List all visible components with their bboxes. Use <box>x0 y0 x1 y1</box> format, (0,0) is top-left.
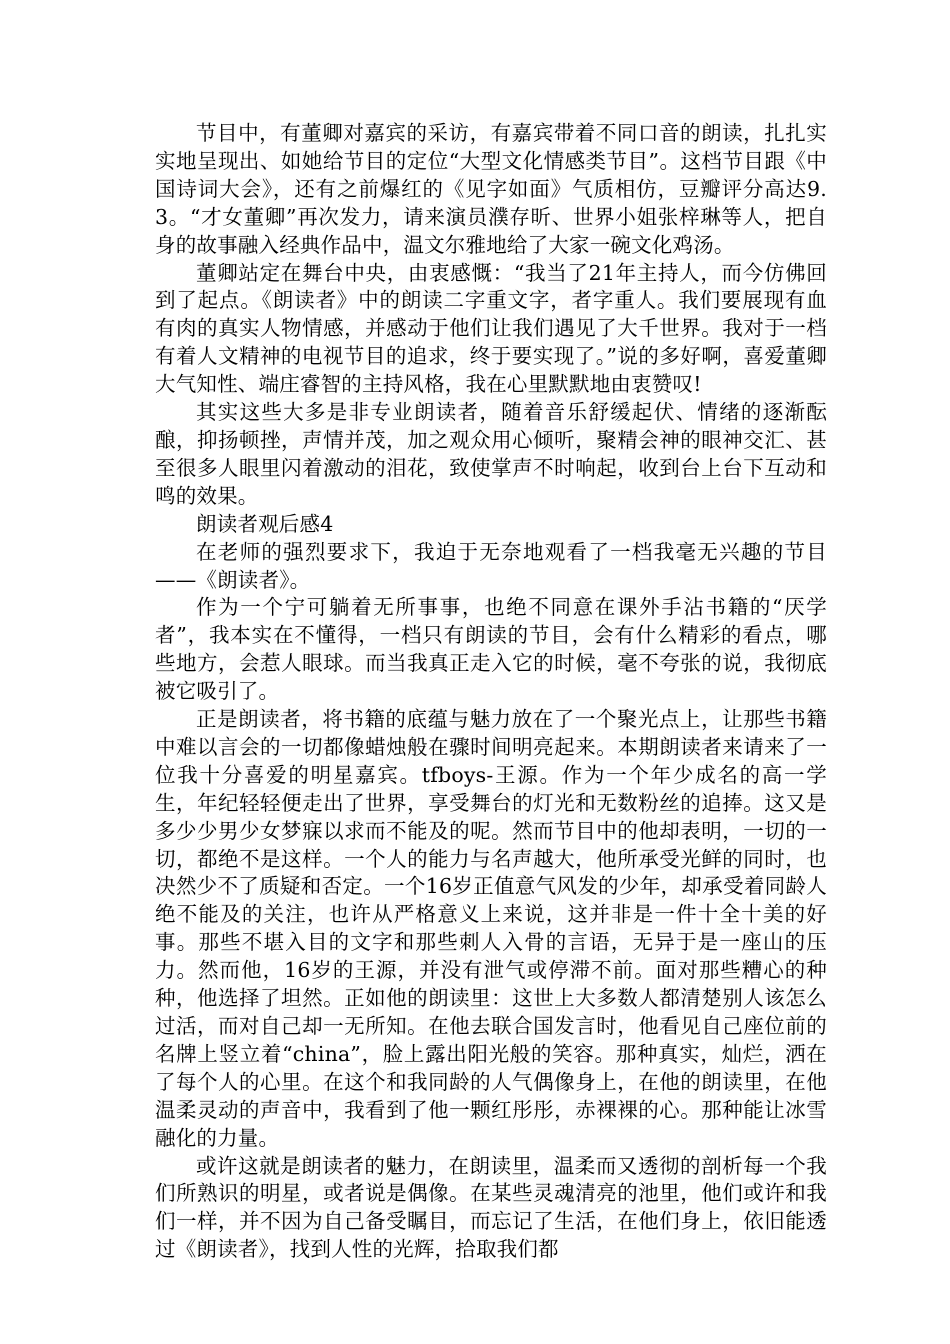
paragraph: 正是朗读者，将书籍的底蕴与魅力放在了一个聚光点上，让那些书籍中难以言会的一切都像蜡烛般在骤时间明亮起来。本期朗读者来请来了一位我十分喜爱的明星嘉宾。tfboys-王源。作为一个年少成名的高一学生，年纪轻轻便走出了世界，享受舞台的灯光和无数粉丝的追捧。这又是多少少男少女梦寐以求而不能及的呢。然而节目中的他却表明，一切的一切，都绝不是这样。一个人的能力与名声越大，他所承受光鲜的同时，也决然少不了质疑和否定。一个16岁正值意气风发的少年，却承受着同龄人绝不能及的关注，也许从严格意义上来说，这并非是一件十全十美的好事。那些不堪入目的文字和那些刺人入骨的言语，无异于是一座山的压力。然而他，16岁的王源，并没有泄气或停滞不前。面对那些糟心的种种，他选择了坦然。正如他的朗读里：这世上大多数人都清楚别人该怎么过活，而对自己却一无所知。在他去联合国发言时，他看见自己座位前的名牌上竖立着“china”，脸上露出阳光般的笑容。那种真实，灿烂，洒在了每个人的心里。在这个和我同龄的人气偶像身上，在他的朗读里，在他温柔灵动的声音中，我看到了他一颗红彤彤，赤裸裸的心。那种能让冰雪融化的力量。 <box>155 707 827 1150</box>
paragraph: 节目中，有董卿对嘉宾的采访，有嘉宾带着不同口音的朗读，扎扎实实地呈现出、如她给节目的定位“大型文化情感类节目”。这档节目跟《中国诗词大会》，还有之前爆红的《见字如面》气质相仿，豆瓣评分高达9.3。“才女董卿”再次发力，请来演员濮存昕、世界小姐张梓琳等人，把自身的故事融入经典作品中，温文尔雅地给了大家一碗文化鸡汤。 <box>155 121 827 257</box>
paragraph: 作为一个宁可躺着无所事事，也绝不同意在课外手沾书籍的“厌学者”，我本实在不懂得，一档只有朗读的节目，会有什么精彩的看点，哪些地方，会惹人眼球。而当我真正走入它的时候，毫不夸张的说，我彻底被它吸引了。 <box>155 595 827 704</box>
paragraph: 董卿站定在舞台中央，由衷感慨：“我当了21年主持人，而今仿佛回到了起点。《朗读者》中的朗读二字重文字，者字重人。我们要展现有血有肉的真实人物情感，并感动于他们让我们遇见了大千世界。我对于一档有着人文精神的电视节目的追求，终于要实现了。”说的多好啊，喜爱董卿大气知性、端庄睿智的主持风格，我在心里默默地由衷赞叹! <box>155 260 827 397</box>
section-heading: 朗读者观后感4 <box>196 511 334 536</box>
paragraph: 其实这些大多是非专业朗读者，随着音乐舒缓起伏、情绪的逐渐酝酿，抑扬顿挫，声情并茂，加之观众用心倾听，聚精会神的眼神交汇、甚至很多人眼里闪着激动的泪花，致使掌声不时响起，收到台上台下互动和鸣的效果。 <box>155 400 827 508</box>
document-body <box>155 120 827 1264</box>
paragraph: 在老师的强烈要求下，我迫于无奈地观看了一档我毫无兴趣的节目——《朗读者》。 <box>155 539 827 592</box>
paragraph: 或许这就是朗读者的魅力，在朗读里，温柔而又透彻的剖析每一个我们所熟识的明星，或者说是偶像。在某些灵魂清亮的池里，他们或许和我们一样，并不因为自己备受瞩目，而忘记了生活，在他们身上，依旧能透过《朗读者》，找到人性的光辉，拾取我们都 <box>155 1153 827 1262</box>
